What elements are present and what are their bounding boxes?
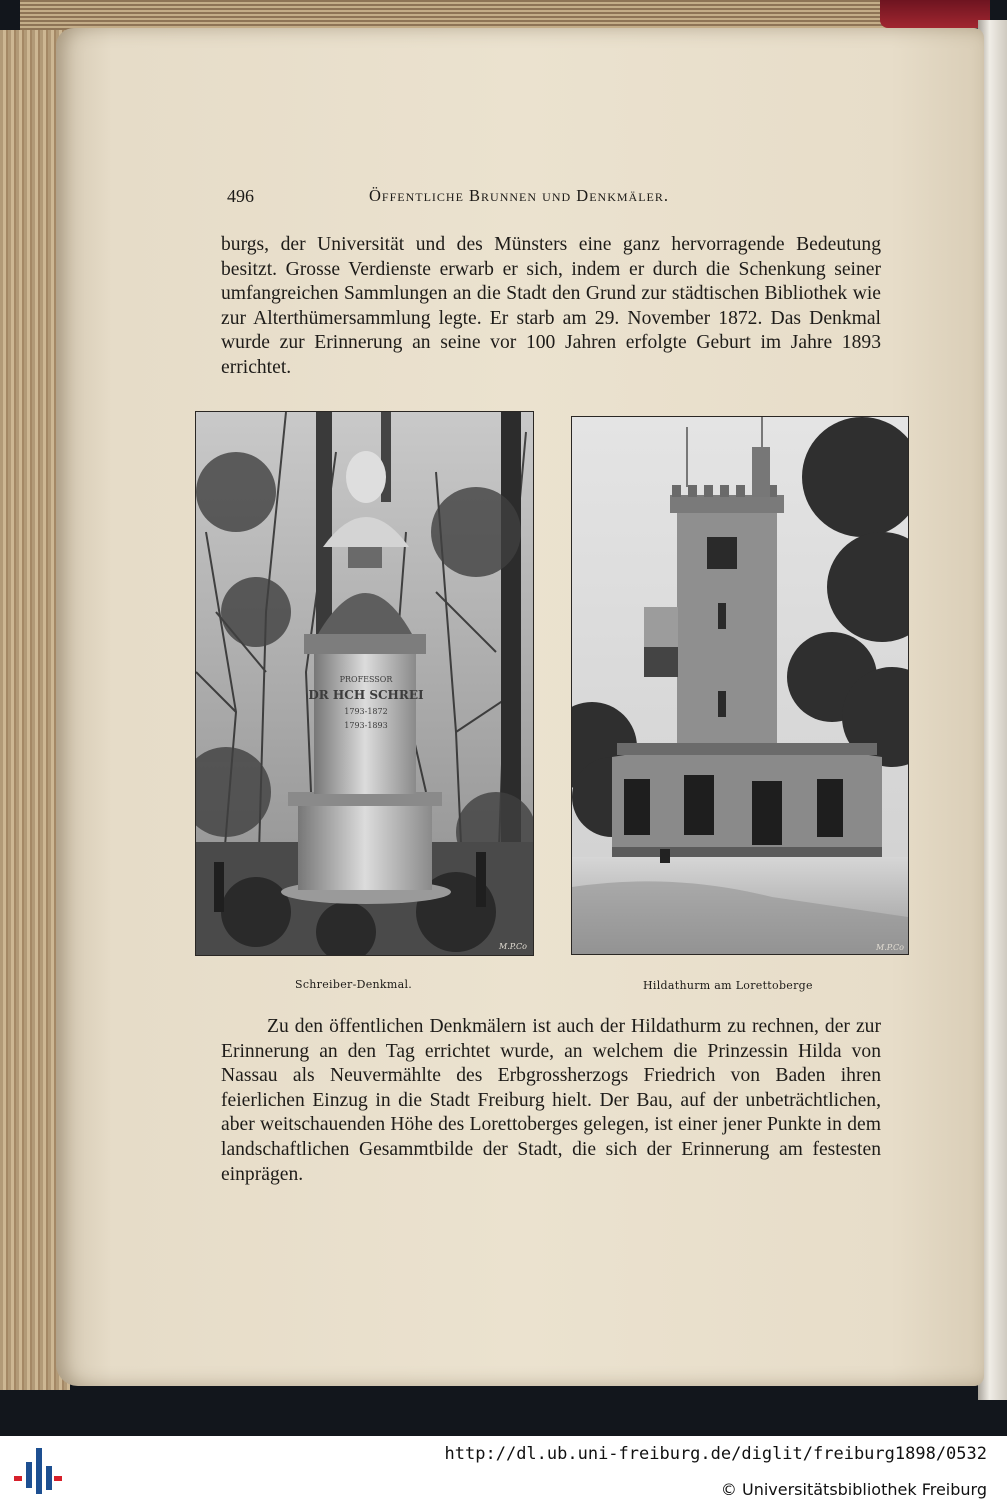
tower-illustration bbox=[572, 417, 908, 954]
source-url-link[interactable]: http://dl.ub.uni-freiburg.de/diglit/freiburg1898/0532 bbox=[444, 1444, 987, 1464]
monument-illustration bbox=[196, 412, 533, 955]
paragraph-bottom: Zu den öffentlichen Denkmälern ist auch der Hildathurm zu rechnen, der zur Erinnerung an den Tag errichtet wurde, an welchem die Prinzessin Hilda von Nassau als Neuvermählte des Erbgrossherzogs Friedrich von Baden ihren feierlichen Einzug in die Stadt Freiburg hielt. Der Bau, auf der unbeträchtlichen, aber weitschauenden Höhe des Lorettoberges gelegen, ist einer jener Punkte in dem landschaftlichen Gesammtbilde der Stadt, die sich der Erinnerung am festesten einprägen. bbox=[221, 1016, 881, 1185]
inscription-line-3: 1793-1872 bbox=[344, 707, 388, 716]
copyright-notice: © Universitätsbibliothek Freiburg bbox=[720, 1480, 987, 1499]
inscription-line-4: 1793-1893 bbox=[344, 721, 388, 730]
plate-mark-left: M.P.Co bbox=[499, 942, 527, 951]
book-top-edge bbox=[20, 0, 910, 30]
ub-freiburg-logo-icon bbox=[10, 1446, 66, 1498]
inscription-line-2: DR HCH SCHREI bbox=[308, 688, 424, 702]
page-number: 496 bbox=[227, 186, 254, 206]
running-head bbox=[227, 186, 747, 212]
paragraph-top: burgs, der Universität und des Münsters eine ganz hervorragende Bedeutung besitzt. Grosse Verdienste erwarb er sich, indem er durch die Schenkung seiner umfangreichen Sammlungen an die Stadt den Grund zur städtischen Bibliothek wie zur Alterthümersammlung legte. Er starb am 29. November 1872. Das Denkmal wurde zur Erinnerung an seine vor 100 Jahren erfolgte Geburt im Jahre 1893 errichtet. bbox=[221, 234, 881, 378]
plate-mark-right: M.P.Co bbox=[876, 943, 904, 952]
photo-schreiber-monument bbox=[195, 411, 534, 956]
photo-hildathurm bbox=[571, 416, 909, 955]
viewer-footer bbox=[0, 1436, 1007, 1509]
bookmark-ribbon bbox=[880, 0, 990, 28]
running-title: Öffentliche Brunnen und Denkmäler. bbox=[369, 186, 669, 205]
caption-schreiber-monument: Schreiber-Denkmal. bbox=[295, 978, 413, 991]
caption-hildathurm: Hildathurm am Lorettoberge bbox=[643, 979, 813, 992]
inscription-line-1: PROFESSOR bbox=[339, 675, 393, 684]
